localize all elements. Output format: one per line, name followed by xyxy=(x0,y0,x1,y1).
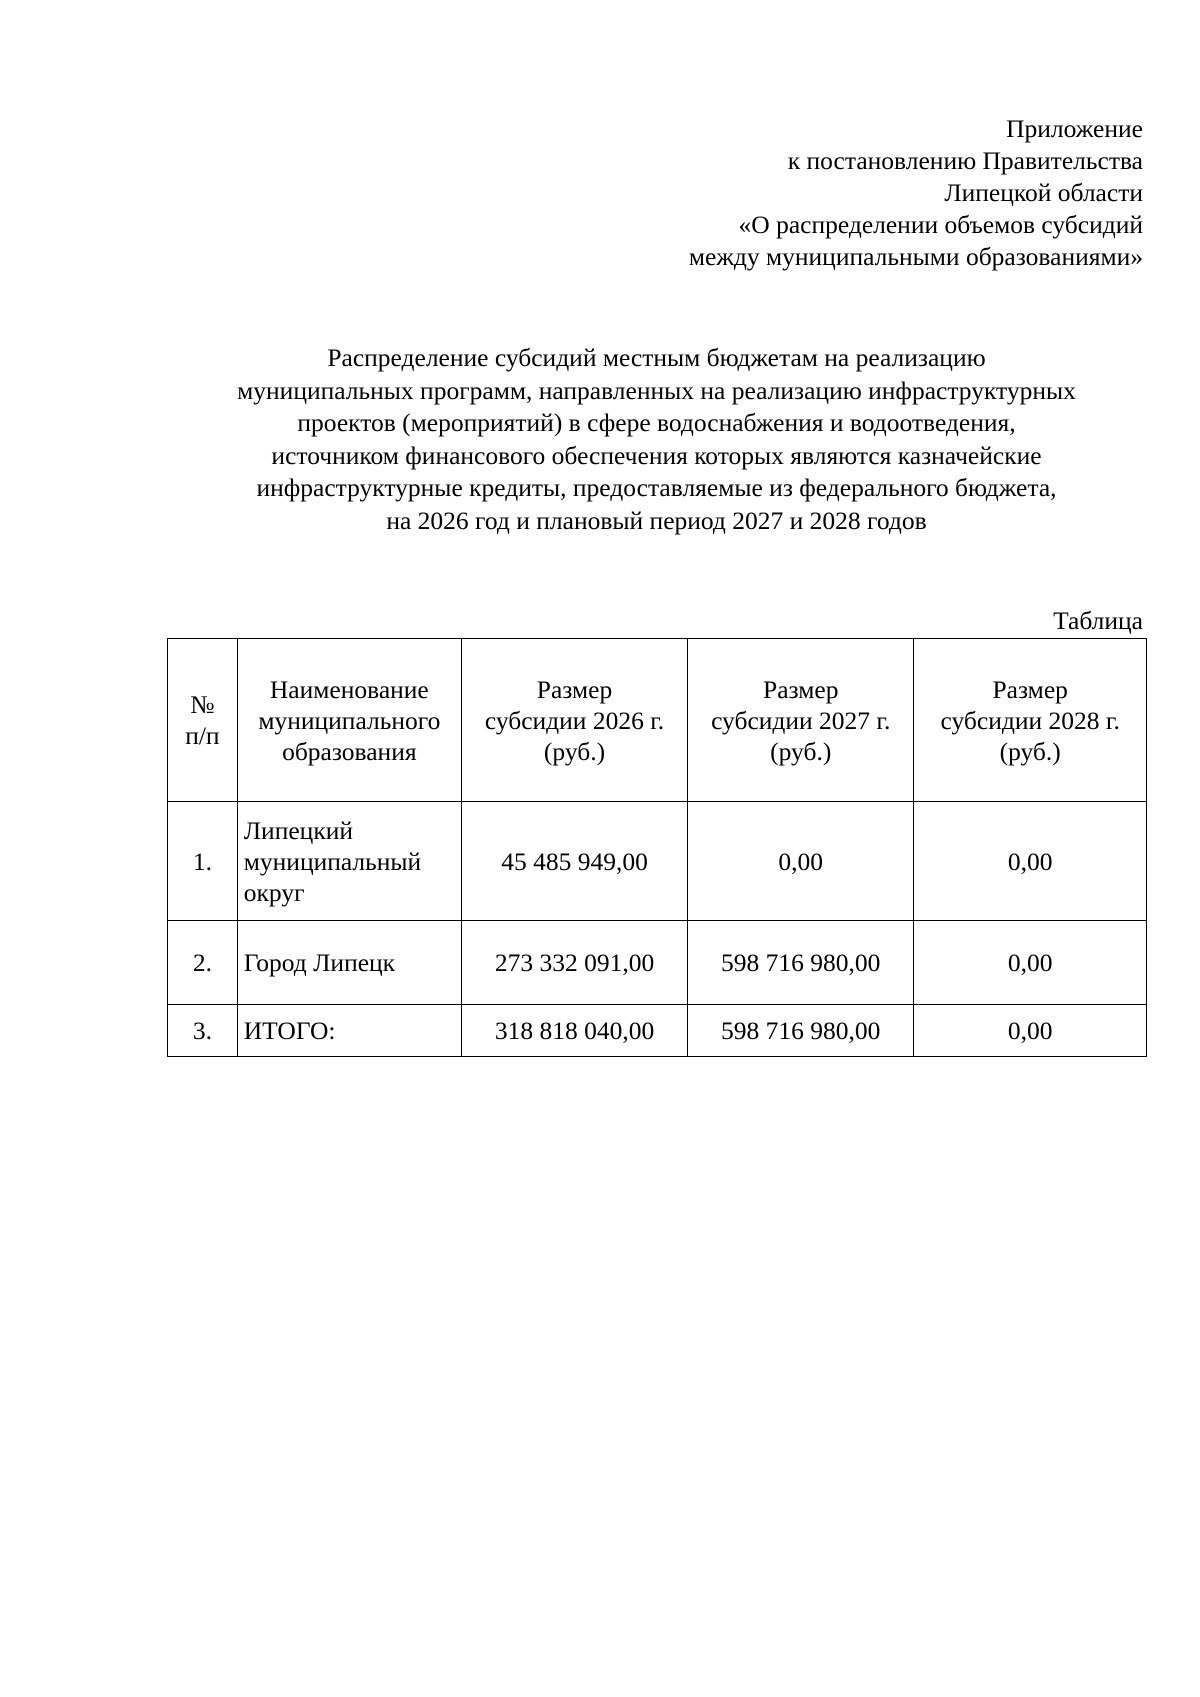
appendix-line: к постановлению Правительства xyxy=(787,146,1143,175)
subsidy-table xyxy=(167,638,1147,1057)
row-municipality: Липецкий муниципальный округ xyxy=(237,802,461,921)
row-value-2026: 318 818 040,00 xyxy=(461,1005,687,1057)
row-number: 1. xyxy=(168,802,238,921)
row-number: 2. xyxy=(168,921,238,1005)
row-value-2027: 598 716 980,00 xyxy=(688,921,914,1005)
table-row-total xyxy=(168,1005,1147,1057)
row-value-2027: 598 716 980,00 xyxy=(688,1005,914,1057)
row-number: 3. xyxy=(168,1005,238,1057)
header-2027: Размер субсидии 2027 г. (руб.) xyxy=(688,639,914,802)
title-line: на 2026 год и плановый период 2027 и 2028 годов xyxy=(386,505,927,535)
row-value-2028: 0,00 xyxy=(914,1005,1147,1057)
table-label: Таблица xyxy=(1053,606,1143,635)
header-name: Наименование муниципального образования xyxy=(237,639,461,802)
row-value-2028: 0,00 xyxy=(914,921,1147,1005)
table-row xyxy=(168,921,1147,1005)
row-value-2027: 0,00 xyxy=(688,802,914,921)
title-line: инфраструктурные кредиты, предоставляемые из федерального бюджета, xyxy=(256,473,1057,502)
header-2026: Размер субсидии 2026 г. (руб.) xyxy=(461,639,687,802)
table-row xyxy=(168,802,1147,921)
title-line: проектов (мероприятий) в сфере водоснабжения и водоотведения, xyxy=(297,408,1016,437)
header-2028: Размер субсидии 2028 г. (руб.) xyxy=(914,639,1147,802)
row-value-2026: 273 332 091,00 xyxy=(461,921,687,1005)
row-municipality: Город Липецк xyxy=(237,921,461,1005)
row-municipality: ИТОГО: xyxy=(237,1005,461,1057)
title-line: Распределение субсидий местным бюджетам на реализацию xyxy=(327,343,986,372)
row-value-2026: 45 485 949,00 xyxy=(461,802,687,921)
title-line: муниципальных программ, направленных на реализацию инфраструктурных xyxy=(237,375,1076,405)
appendix-line: между муниципальными образованиями» xyxy=(688,242,1143,271)
row-value-2028: 0,00 xyxy=(914,802,1147,921)
appendix-line: Приложение xyxy=(1006,114,1143,143)
appendix-block xyxy=(689,113,1143,273)
appendix-line: «О распределении объемов субсидий xyxy=(738,210,1143,239)
appendix-line: Липецкой области xyxy=(944,178,1143,207)
title-line: источником финансового обеспечения которых являются казначейские xyxy=(271,440,1042,470)
table-header-row xyxy=(168,639,1147,802)
header-num: № п/п xyxy=(168,639,238,802)
document-title xyxy=(160,342,1153,537)
